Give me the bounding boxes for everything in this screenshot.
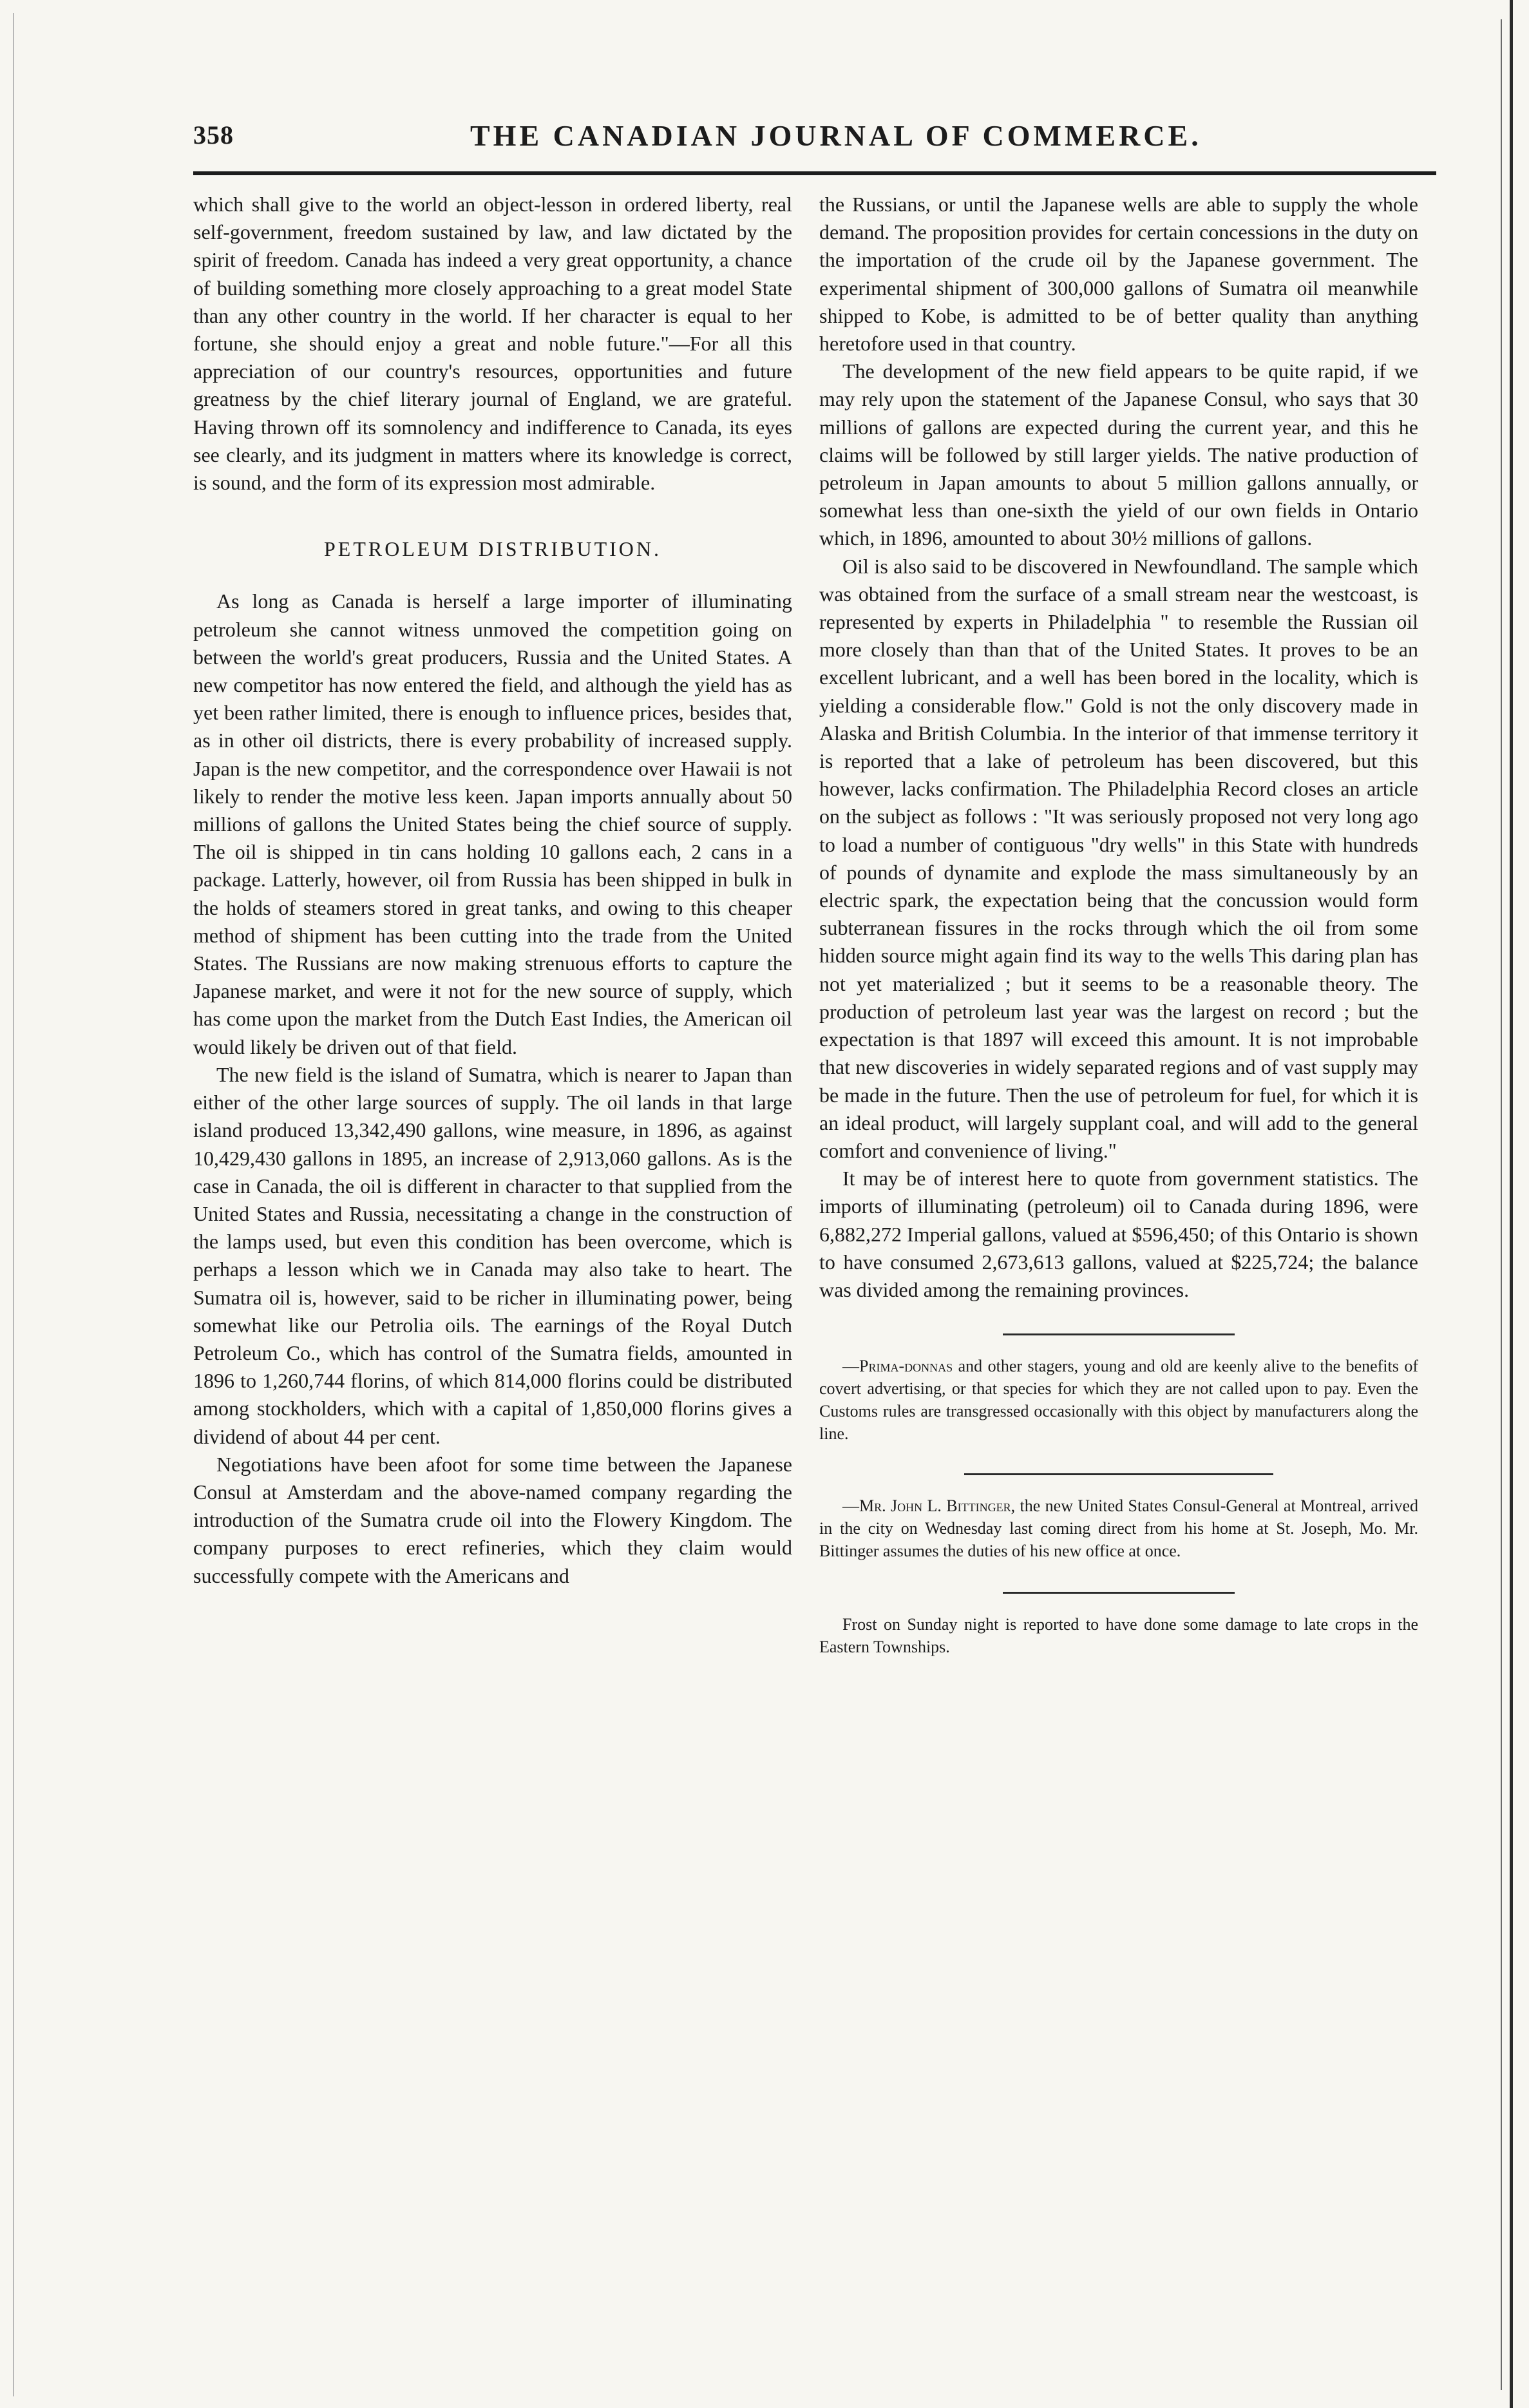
page-number: 358 <box>193 120 234 149</box>
left-column <box>193 191 792 1590</box>
note-text: Frost on Sunday night is reported to have done some damage to late crops in the Eastern Townships. <box>819 1615 1418 1657</box>
news-note <box>819 1613 1418 1658</box>
article-paragraph: The development of the new field appears to be quite rapid, if we may rely upon the statement of the Japanese Consul, who says that 30 millions of gallons are expected during the current year, and this he claims will be followed by still larger yields. The native production of petroleum in Japan amounts to about 5 million gallons annually, or somewhat less than one-sixth the yield of our own fields in Ontario which, in 1896, amounted to about 30½ millions of gallons. <box>819 359 1418 550</box>
divider-rule <box>1003 1333 1235 1335</box>
article-paragraph: It may be of interest here to quote from government statistics. The imports of illuminating (petroleum) oil to Canada during 1896, were 6,882,272 Imperial gallons, valued at $596,450; of this Ontario is shown to have consumed 2,673,613 gallons, valued at $225,724; the balance was divided among the remaining provinces. <box>819 1167 1418 1301</box>
note-lead: —Mr. John L. Bittinger, <box>842 1496 1016 1516</box>
news-note <box>819 1495 1418 1562</box>
page-header <box>193 120 1436 165</box>
page-edge-left <box>13 13 14 2396</box>
article-paragraph: Oil is also said to be discovered in Newfoundland. The sample which was obtained from the surface of a small stream near the westcoast, is represented by experts in Philadelphia " to resemble the Russian oil more closely than than that of the United States. It proves to be an excellent lubricant, and a well has been bored in the locality, which is yielding a considerable flow." Gold is not the only discovery made in Alaska and British Columbia. In the interior of that immense territory it is reported that a lake of petroleum has been discovered, but this however, lacks confirmation. The Philadelphia Record closes an article on the subject as follows : "It was seriously proposed not very long ago to load a number of contiguous "dry wells" in this State with hundreds of pounds of dynamite and explode the mass simultaneously by an electric spark, the expectation being that the concussion would form subterranean fissures in the rocks through which the oil from some hidden source might again find its way to the wells This daring plan has not yet materialized ; but it seems to be a reasonable theory. The production of petroleum last year was the largest on record ; but the expectation is that 1897 will exceed this amount. It is not improbable that new discoveries in widely separated regions and of vast supply may be made in the future. Then the use of petroleum for fuel, for which it is an ideal product, will largely supplant coal, and will add to the general comfort and convenience of living." <box>819 554 1418 1162</box>
divider-rule <box>964 1473 1273 1475</box>
note-lead: —Prima-donnas <box>842 1357 953 1376</box>
header-rule <box>193 171 1436 175</box>
article-paragraph: As long as Canada is herself a large importer of illuminating petroleum she cannot witness unmoved the competition going on between the world's great producers, Russia and the United States. A new competitor has now entered the field, and although the yield has as yet been rather limited, there is enough to influence prices, besides that, as in other oil districts, there is every probability of increased supply. Japan is the new competitor, and the correspondence over Hawaii is not likely to render the motive less keen. Japan imports annually about 50 millions of gallons the United States being the chief source of supply. The oil is shipped in tin cans holding 10 gallons each, 2 cans in a package. Latterly, however, oil from Russia has been shipped in bulk in the holds of steamers stored in great tanks, and owing to this cheaper method of shipment has been cutting into the trade from the United States. The Russians are now making strenuous efforts to capture the Japanese market, and were it not for the new source of supply, which has come upon the market from the Dutch East Indies, the American oil would likely be driven out of that field. <box>193 589 792 1058</box>
article-paragraph: The new field is the island of Sumatra, which is nearer to Japan than either of the other large sources of supply. The oil lands in that large island produced 13,342,490 gallons, wine measure, in 1896, as against 10,429,430 gallons in 1895, an increase of 2,913,060 gallons. As is the case in Canada, the oil is different in character to that supplied from the United States and Russia, necessitating a change in the construction of the lamps used, but even this condition has been overcome, which is perhaps a lesson which we in Canada may also take to heart. The Sumatra oil is, however, said to be richer in illuminating power, being somewhat like our Petrolia oils. The earnings of the Royal Dutch Petroleum Co., which has control of the Sumatra fields, amounted in 1896 to 1,260,744 florins, of which 814,000 florins could be distributed among stockholders, which with a capital of 1,850,000 florins gives a dividend of about 44 per cent. <box>193 1062 792 1448</box>
page-edge-right <box>1510 0 1513 2408</box>
section-heading: PETROLEUM DISTRIBUTION. <box>324 537 661 561</box>
right-column <box>819 191 1418 1658</box>
news-note <box>819 1355 1418 1445</box>
running-title: THE CANADIAN JOURNAL OF COMMERCE. <box>470 119 1202 152</box>
note-text: and other stagers, young and old are keenly alive to the benefits of covert advertising, or that species for which they are not called upon to pay. Even the Customs rules are transgressed occasionally with this object by manufacturers along the line. <box>819 1357 1418 1444</box>
intro-paragraph: which shall give to the world an object-lesson in ordered liberty, real self-government, freedom sustained by law, and law dictated by the spirit of freedom. Canada has indeed a very great opportunity, a chance of building something more closely approaching to a great model State than any other country in the world. If her character is equal to her fortune, she should enjoy a great and noble future."—For all this appreciation of our country's resources, opportunities and future greatness by the chief literary journal of England, we are grateful. Having thrown off its somnolency and indifference to Canada, its eyes see clearly, and its judgment in matters where its knowledge is correct, is sound, and the form of its expression most admirable. <box>193 193 792 495</box>
note-text: the new United States Consul-General at Montreal, arrived in the city on Wednesday last coming direct from his home at St. Joseph, Mo. Mr. Bittinger assumes the duties of his new office at once. <box>819 1496 1418 1561</box>
page-edge-inner-line <box>1501 19 1502 2390</box>
article-paragraph: the Russians, or until the Japanese wells are able to supply the whole demand. The proposition provides for certain concessions in the duty on the importation of the crude oil by the Japanese government. The experimental shipment of 300,000 gallons of Sumatra oil meanwhile shipped to Kobe, is admitted to be of better quality than anything heretofore used in that country. <box>819 193 1418 356</box>
article-paragraph: Negotiations have been afoot for some time between the Japanese Consul at Amsterdam and the above-named company regarding the introduction of the Sumatra crude oil into the Flowery Kingdom. The company purposes to erect refineries, which they claim would successfully compete with the Americans and <box>193 1452 792 1587</box>
divider-rule <box>1003 1592 1235 1594</box>
